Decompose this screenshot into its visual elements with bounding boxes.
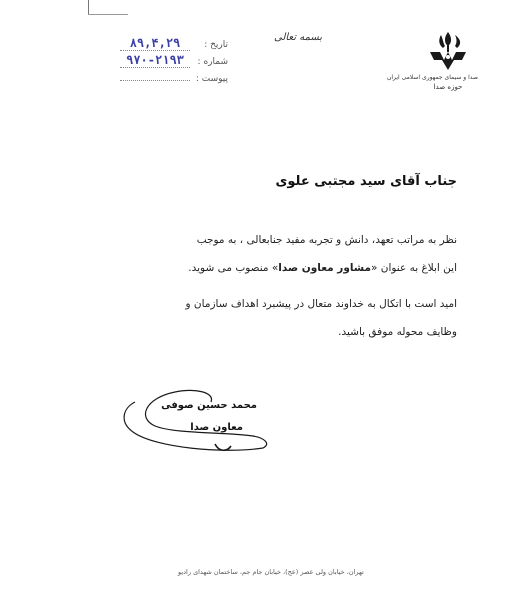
organization-caption: صدا و سیمای جمهوری اسلامی ایران <box>386 74 478 81</box>
date-value: ۸۹,۴,۲۹ <box>120 36 190 51</box>
attachment-label: پیوست : <box>195 74 228 84</box>
attachment-row <box>98 70 228 87</box>
paragraph2-line2: وظایف محوله موفق باشید. <box>338 326 457 338</box>
basmala-heading: بسمه تعالی <box>274 32 323 43</box>
paragraph1-line1: نظر به مراتب تعهد، دانش و تجربه مفید جنابعالی ، به موجب <box>196 234 457 246</box>
number-row <box>98 53 228 70</box>
organization-logo <box>386 30 478 110</box>
department-name: حوزه صدا <box>433 83 463 91</box>
number-value: ۹۷۰-۲۱۹۳ <box>120 53 190 68</box>
paragraph-appointment <box>37 226 457 282</box>
recipient-line: جناب آقای سید مجتبی علوی <box>275 174 457 189</box>
date-row <box>98 36 228 53</box>
letter-meta <box>98 36 228 87</box>
paragraph-wishes <box>37 290 457 346</box>
corner-mark-horizontal <box>88 14 128 15</box>
corner-mark <box>88 0 89 14</box>
attachment-blank <box>120 70 190 81</box>
signatory-name: محمد حسین صوفی <box>161 400 257 411</box>
date-label: تاریخ : <box>204 40 228 50</box>
paragraph2-line1: امید است با اتکال به خداوند متعال در پیشبرد اهداف سازمان و <box>185 298 457 310</box>
paragraph1-line2-pre: این ابلاغ به عنوان « <box>370 262 457 274</box>
footer-address: تهران، خیابان ولی عصر (عج)، خیابان جام جم، ساختمان شهدای رادیو <box>178 568 364 576</box>
handwritten-signature <box>115 378 275 458</box>
appointment-title: مشاور معاون صدا <box>278 262 371 274</box>
letter-body <box>37 226 457 354</box>
signatory-title: معاون صدا <box>190 422 243 433</box>
number-label: شماره : <box>197 57 228 67</box>
paragraph1-line2-post: » منصوب می شوید. <box>188 262 279 274</box>
irib-emblem-icon <box>428 30 468 72</box>
